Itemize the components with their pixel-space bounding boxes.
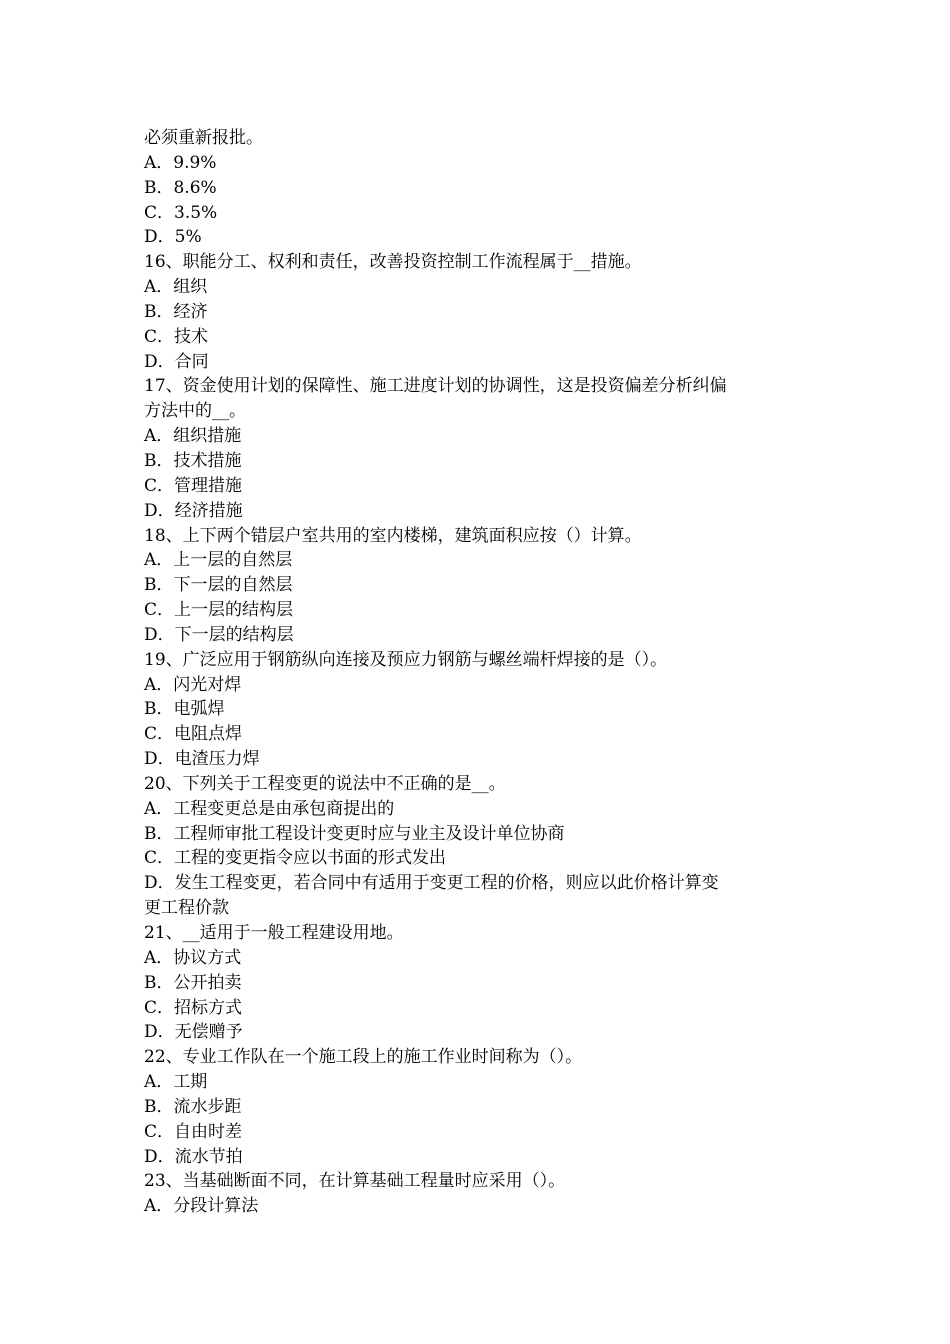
option-line: B．电弧焊 xyxy=(144,699,225,720)
option-line: C．电阻点焊 xyxy=(144,724,243,745)
option-line: A．协议方式 xyxy=(144,947,242,968)
question-22: 22、专业工作队在一个施工段上的施工作业时间称为（）。 xyxy=(144,1047,583,1068)
option-line: C．3.5% xyxy=(144,202,218,223)
option-line: C．技术 xyxy=(144,326,209,347)
option-line: B．技术措施 xyxy=(144,450,242,471)
option-line: A．9.9% xyxy=(144,152,217,173)
option-line: B．公开拍卖 xyxy=(144,972,242,993)
question-21: 21、__适用于一般工程建设用地。 xyxy=(144,923,404,943)
text-line: 必须重新报批。 xyxy=(144,128,263,148)
option-line: D．流水节拍 xyxy=(144,1146,243,1167)
option-line: C．工程的变更指令应以书面的形式发出 xyxy=(144,848,447,869)
option-line: D．无偿赠予 xyxy=(144,1022,243,1043)
option-line: D．电渣压力焊 xyxy=(144,749,260,770)
option-line: A．组织 xyxy=(144,277,208,298)
option-line: B．8.6% xyxy=(144,177,217,198)
option-line: B．工程师审批工程设计变更时应与业主及设计单位协商 xyxy=(144,823,565,844)
option-line: D．5% xyxy=(144,227,202,248)
question-17: 17、资金使用计划的保障性、施工进度计划的协调性，这是投资偏差分析纠偏 xyxy=(144,376,727,397)
option-line: A．闪光对焊 xyxy=(144,674,242,695)
option-line: B．下一层的自然层 xyxy=(144,575,293,596)
option-line-continued: 更工程价款 xyxy=(144,898,229,919)
option-line: C．管理措施 xyxy=(144,475,243,496)
question-18: 18、上下两个错层户室共用的室内楼梯，建筑面积应按（）计算。 xyxy=(144,525,642,546)
option-line: A．工程变更总是由承包商提出的 xyxy=(144,798,395,819)
option-line: A．分段计算法 xyxy=(144,1196,259,1217)
document-body xyxy=(144,126,816,1219)
option-line: C．招标方式 xyxy=(144,997,243,1018)
option-line: D．发生工程变更，若合同中有适用于变更工程的价格，则应以此价格计算变 xyxy=(144,873,719,894)
option-line: D．合同 xyxy=(144,351,209,372)
option-line: A．组织措施 xyxy=(144,426,242,447)
question-20: 20、下列关于工程变更的说法中不正确的是__。 xyxy=(144,773,506,794)
option-line: C．自由时差 xyxy=(144,1121,243,1142)
question-16: 16、职能分工、权利和责任，改善投资控制工作流程属于__措施。 xyxy=(144,252,642,273)
option-line: D．下一层的结构层 xyxy=(144,624,294,645)
option-line: B．经济 xyxy=(144,301,208,322)
option-line: D．经济措施 xyxy=(144,500,243,521)
option-line: A．上一层的自然层 xyxy=(144,550,293,571)
option-line: A．工期 xyxy=(144,1072,208,1093)
question-19: 19、广泛应用于钢筋纵向连接及预应力钢筋与螺丝端杆焊接的是（）。 xyxy=(144,649,668,670)
option-line: C．上一层的结构层 xyxy=(144,600,294,621)
option-line: B．流水步距 xyxy=(144,1096,242,1117)
question-23: 23、当基础断面不同，在计算基础工程量时应采用（）。 xyxy=(144,1171,566,1192)
question-17-continued: 方法中的__。 xyxy=(144,401,246,422)
